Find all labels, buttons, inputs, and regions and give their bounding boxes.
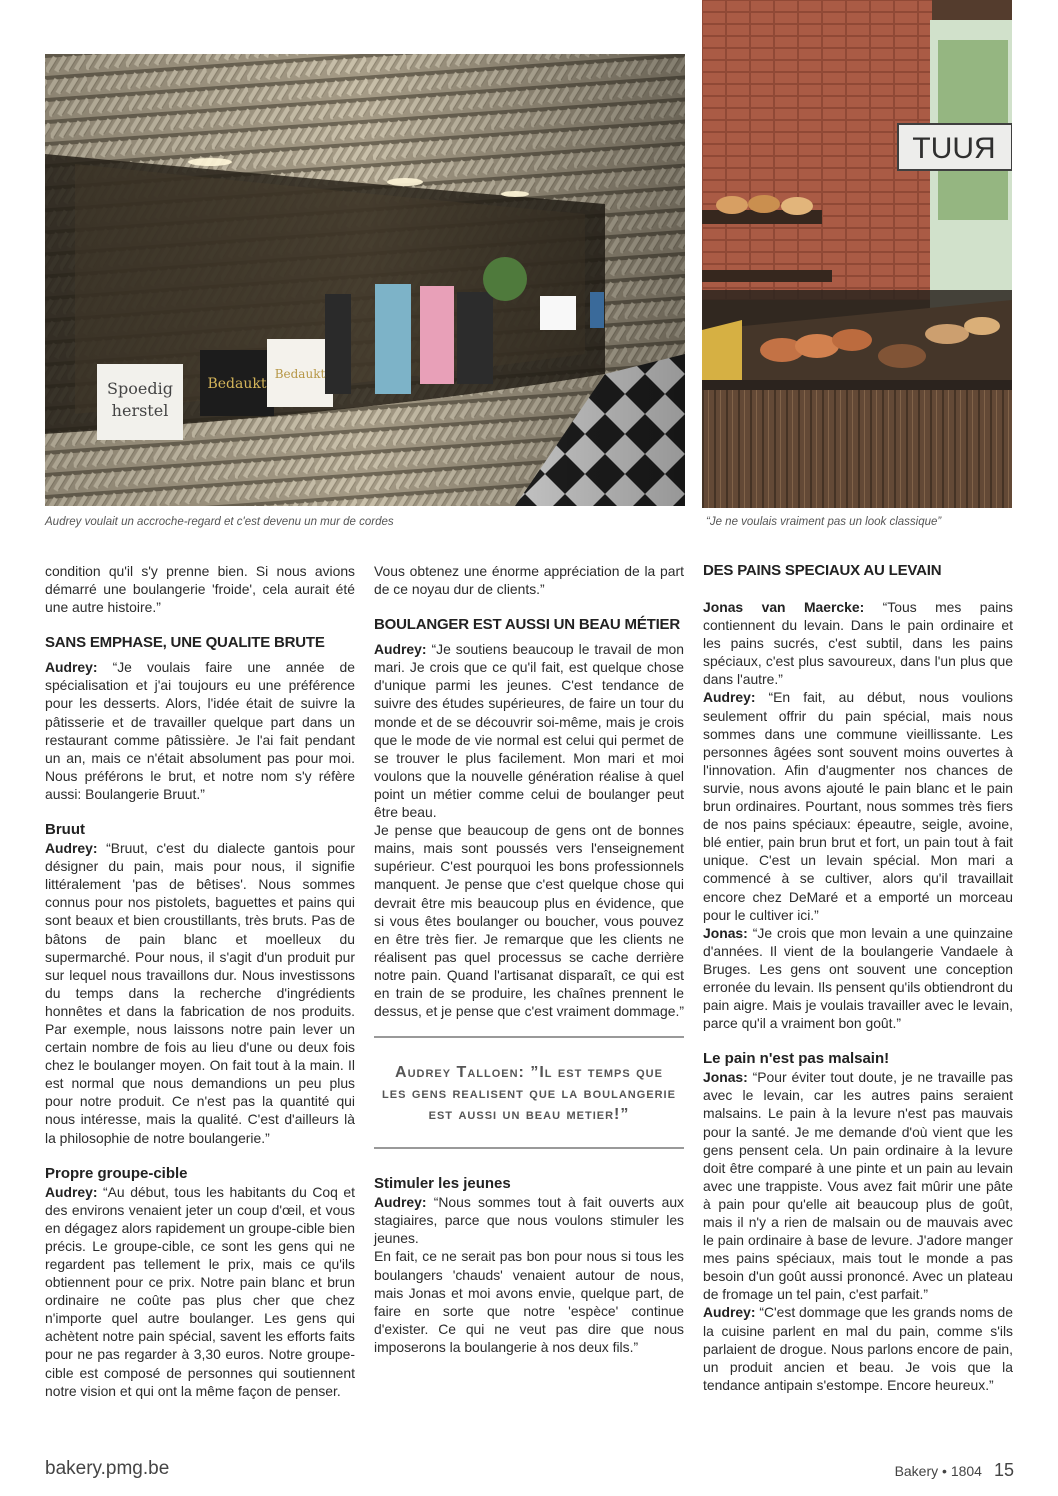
subheading-stimuler-jeunes: Stimuler les jeunes — [374, 1175, 511, 1193]
box-label-bedaukt-black: Bedaukt — [207, 376, 267, 392]
paragraph — [374, 1193, 684, 1247]
paragraph — [374, 640, 684, 821]
paragraph-text: “Je crois que mon levain a une quinzaine d'années. Il vient de la boulangerie Vandaele à Bruges. Les gens ont souvent une conception erronée du levain. Ils pensent qu'ils obtiendront du pain aigre. Mais je voulais travailler avec le levain, parce qu'il a vraiment bon goût.” — [703, 924, 1013, 1032]
section-heading-pains-speciaux: DES PAINS SPECIAUX AU LEVAIN — [703, 562, 942, 579]
paragraph-text: “Nous sommes tout à fait ouverts aux stagiaires, parce que nous voulons stimuler les jeunes. — [374, 1194, 684, 1247]
box-label-bedaukt-white: Bedaukt — [274, 367, 326, 381]
box-label-herstel: herstel — [111, 401, 169, 420]
paragraph-text: “Je soutiens beaucoup le travail de mon mari. Je crois que ce qu'il fait, est quelque chose d'unique parmi les jeunes. C'est tendance de suivre des études supérieures, de faire un tour du monde et de se découvrir soi-même, mais je crois que le mode de vie normal est celui qui permet de se trouver le plus facilement. Mon mari et moi voulons que la nouvelle génération réalise à quel point un métier comme celui de boulanger peut être beau. — [374, 641, 684, 821]
section-heading-sans-emphase: SANS EMPHASE, UNE QUALITE BRUTE — [45, 634, 325, 652]
rope-wall-photo — [45, 54, 685, 506]
paragraph-text: “Je voulais faire une année de spécialisation et j'ai toujours eu une préférence pour les desserts. Alors, l'idée était de suivre la pâtisserie et de travailler quelque part dans un restaurant comme pâtissière. Je l'ai fait pendant un an, mais ce n'était absolument pas pour moi. Nous préférons le brut, et notre nom s'y réfère aussi: Boulangerie Bruut.” — [45, 659, 355, 802]
article-column-3 — [703, 562, 1013, 1394]
paragraph-text: “Tous mes pains contiennent du levain. Dans le pain ordinaire et les pains sucrés, c'est subtil, dans les pains spéciaux, c'est plus savoureux, dans l'un plus que dans l'autre.” — [703, 599, 1013, 688]
paragraph — [45, 839, 355, 1147]
pull-quote: Audrey Talloen: ”Il est temps que les gens realisent que la boulangerie est aussi un beau metier!” — [374, 1036, 684, 1149]
bakery-counter-photo — [702, 0, 1012, 508]
paragraph: Je pense que beaucoup de gens ont de bonnes mains, mais sont poussés vers l'enseignement supérieur. C'est pourquoi les bons professionnels manquent. Je pense que c'est quelque chose qui devrait être mis beaucoup plus en évidence, que si vous êtes boulanger ou boucher, vous pouvez en être très fier. Je remarque que les clients ne réalisent pas quel processus se cache derrière notre pain. Quand l'artisanat disparaît, ce qui est en train de se produire, les chaînes prennent le dessus, et je pense que c'est vraiment dommage.” — [374, 822, 684, 1020]
speaker-label: Jonas van Maercke: — [703, 599, 865, 615]
subheading-bruut: Bruut — [45, 821, 85, 839]
paragraph — [703, 1303, 1013, 1393]
paragraph-text: “Pour éviter tout doute, je ne travaille pas avec le levain, car les autres pains seraient malsains. Le pain à la levure n'est pas mauvais pour la santé. Je me demande d'où vient que les gens pensent cela. Un pain ordinaire à la levure doit être comparé à une pinte et un pain au levain avec une trappiste. Vous avez fait mûrir une pâte à pain pour qu'elle ait beaucoup plus de goût, mais il n'y a rien de malsain ou de mauvais avec le pain ordinaire à base de levure. J'adore manger mes pains spéciaux, mais tout le monde a pas besoin d'un goût aussi prononcé. Avec un plateau de fromage un tel pain, c'est parfait.” — [703, 1069, 1013, 1303]
paragraph — [45, 658, 355, 803]
box-label-spoedig: Spoedig — [107, 379, 173, 398]
paragraph — [703, 1068, 1013, 1303]
paragraph — [703, 688, 1013, 923]
paragraph-text: “Au début, tous les habitants du Coq et des environs venaient jeter un coup d'œil, et vous en dégagez alors rapidement un groupe-cible bien précis. Le groupe-cible, ce sont les gens qui ne regardent pas tellement le prix, mais ce qu'ils obtiennent pour ce prix. Notre pain blanc et brun ordinaire ne coûte pas plus cher que chez n'importe quel autre boulanger. Les gens qui achètent notre pain spécial, savent les efforts faits pour ne pas regarder à 3,30 euros. Notre groupe-cible est composé de personnes qui soutiennent notre vision et qui ont la même façon de penser. — [45, 1183, 355, 1399]
paragraph: En fait, ce ne serait pas bon pour nous si tous les boulangers 'chauds' venaient autour de nous, mais Jonas et moi avons envie, quelque part, de faire en sorte que notre 'espèce' continue d'exister. Ce qui ne veut pas dire que nous imposerons la boulangerie à nos deux fils.” — [374, 1248, 684, 1355]
section-heading-boulanger-metier: BOULANGER EST AUSSI UN BEAU MÉTIER — [374, 616, 680, 634]
subheading-pain-malsain: Le pain n'est pas malsain! — [703, 1050, 890, 1068]
paragraph-text: “C'est dommage que les grands noms de la cuisine parlent en mal du pain, comme s'ils parlaient de drogue. Nous parlons encore de pain, un produit ancien et beau. Je vois que la tendance antipain s'estompe. Encore heureux.” — [703, 1304, 1013, 1393]
magazine-issue: Bakery • 1804 — [894, 1463, 982, 1479]
speaker-label: Jonas: — [703, 1069, 748, 1086]
paragraph: Vous obtenez une énorme appréciation de la part de ce noyau dur de clients.” — [374, 563, 684, 598]
speaker-label: Audrey: — [45, 1183, 98, 1200]
paragraph — [45, 1183, 355, 1400]
speaker-label: Audrey: — [45, 840, 98, 857]
footer-website: bakery.pmg.be — [45, 1458, 170, 1479]
speaker-label: Jonas: — [703, 924, 748, 941]
paragraph — [703, 598, 1013, 688]
paragraph — [703, 924, 1013, 1033]
paragraph-text: “En fait, au début, nous voulions seulement offrir du pain spécial, mais nous sommes dans une commune vieillissante. Les personnes âgées sont souvent moins ouvertes à l'innovation. Afin d'augmenter nos chances de survie, nous avons ajouté le pain blanc et le pain brun ordinaires. Pourtant, nous sommes très fiers de nos pains spéciaux: épeautre, seigle, avoine, blé entier, pain brun brut et fort, un pain tout à fait unique. C'est un levain spécial. Mon mari a commencé à se cultiver, alors qu'il travaillait encore chez DeMaré et a emporté un morceau pour le cultiver ici.” — [703, 689, 1013, 923]
subheading-groupe-cible: Propre groupe-cible — [45, 1164, 188, 1182]
paragraph: condition qu'il s'y prenne bien. Si nous avions démarré une boulangerie 'froide', cela aurait été une autre histoire.” — [45, 563, 355, 616]
paragraph-text: “Bruut, c'est du dialecte gantois pour désigner du pain, mais pour nous, il signifie littéralement 'pas de bêtises'. Nous sommes connus pour nos pistolets, baguettes et pains qui sont beaux et bien croustillants, très bruts. Pas de bâtons de pain blanc et moelleux du supermarché. Pour nous, il s'agit d'un produit pur sur lequel nous travaillons dur. Nous investissons du temps dans la recherche d'ingrédients honnêtes et dans la fabrication de nos produits. Par exemple, nous laissons notre pain lever un certain nombre de fois au lieu d'une ou deux fois chez le boulanger moyen. On fait tout à la main. Il est normal que nous demandions un peu plus pour notre produit. Ce n'est pas la quantité qui nous intéresse, mais la qualité. C'est d'ailleurs là la philosophie de notre boulangerie.” — [45, 840, 355, 1146]
article-column-1 — [45, 562, 355, 1400]
footer-issue — [895, 1460, 1014, 1481]
speaker-label: Audrey: — [703, 1304, 756, 1321]
photo-caption-right: “Je ne voulais vraiment pas un look classique” — [706, 516, 942, 528]
speaker-label: Audrey: — [45, 659, 98, 676]
speaker-label: Audrey: — [374, 1194, 427, 1211]
photo-caption-left: Audrey voulait un accroche-regard et c'est devenu un mur de cordes — [45, 516, 394, 528]
speaker-label: Audrey: — [374, 641, 427, 658]
speaker-label: Audrey: — [703, 689, 756, 706]
page-number: 15 — [993, 1460, 1014, 1480]
article-column-2 — [374, 562, 684, 1356]
shop-sign-text: RUUT — [912, 132, 996, 165]
